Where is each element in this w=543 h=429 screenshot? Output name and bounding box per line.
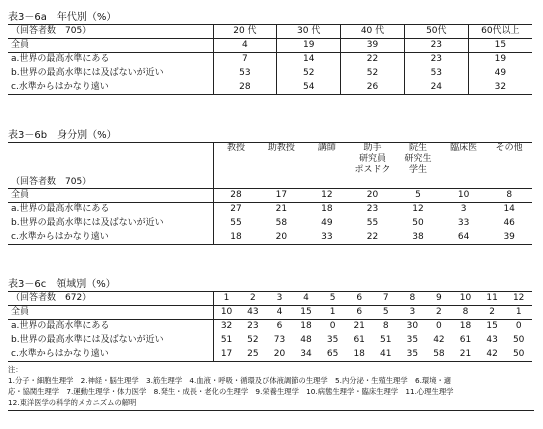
table-cell: 18 (459, 321, 472, 332)
notes-line: 応・協関生理学 7.運動生理学・体力医学 8.発生・成長・老化の生理学 9.栄養生理学 10.病態生理学・臨床生理学 11.心理生理学 (8, 387, 454, 396)
row-label: a.世界の最高水準にある (8, 53, 213, 67)
table-cell: 14 (503, 204, 515, 215)
table-cell: 55 (366, 218, 379, 228)
table-cell: 26 (341, 81, 405, 95)
table-cell: 23 (404, 39, 468, 53)
table-cell: 43 (486, 335, 498, 345)
notes-line: 1.分子・細胞生理学 2.神経・脳生理学 3.筋生理学 4.血液・呼吸・循環及び体液調節の生理学 5.内分泌・生殖生理学 6.環境・適 (8, 376, 452, 385)
table-cell: 53 (404, 67, 468, 81)
column-header: 30 代 (277, 25, 341, 39)
table-cell: 3 (460, 204, 467, 215)
table-cell: 10 (213, 306, 240, 320)
table-row (8, 348, 532, 362)
column-header: 教授 (213, 143, 259, 189)
column-header: 40 代 (341, 25, 405, 39)
table-cell: 18 (321, 204, 333, 215)
table-cell: 0 (329, 321, 336, 332)
table-cell: 30 (406, 321, 419, 332)
column-header: 12 (505, 292, 532, 306)
table-cell: 4 (213, 39, 277, 53)
row-label: a.世界の最高水準にある (8, 320, 213, 334)
table-row (8, 231, 532, 245)
table-cell: 34 (293, 348, 320, 362)
table-cell: 18 (346, 348, 373, 362)
respondents-label: （回答者数 672） (8, 292, 213, 306)
row-label: c.水準からはかなり遠い (8, 231, 213, 245)
table-c-notes (8, 364, 534, 411)
table-cell: 50 (505, 348, 532, 362)
row-label: b.世界の最高水準には及ばないが近い (8, 67, 213, 81)
table-position (8, 142, 532, 245)
row-label: 全員 (8, 189, 213, 203)
table-cell: 5 (372, 306, 399, 320)
table-cell: 50 (412, 218, 424, 228)
table-cell: 25 (240, 348, 267, 362)
table-cell: 43 (240, 306, 267, 320)
table-cell: 73 (273, 335, 286, 345)
table-cell: 32 (468, 81, 532, 95)
row-label: c.水準からはかなり遠い (8, 348, 213, 362)
table-cell: 51 (380, 335, 392, 345)
table-cell: 61 (353, 335, 365, 345)
table-cell: 8 (452, 306, 479, 320)
table-cell: 23 (404, 53, 468, 67)
table-cell: 42 (479, 348, 506, 362)
table-cell: 18 (300, 321, 312, 332)
table-cell: 54 (277, 81, 341, 95)
row-label: b.世界の最高水準には及ばないが近い (8, 334, 213, 348)
table-cell: 0 (515, 321, 522, 332)
table-cell: 2 (426, 306, 453, 320)
respondents-label: （回答者数 705） (8, 143, 213, 189)
table-cell: 6 (346, 306, 373, 320)
table-cell: 39 (341, 39, 405, 53)
column-header: 講師 (304, 143, 350, 189)
table-cell: 10 (441, 189, 487, 203)
table-cell: 17 (259, 189, 305, 203)
table-header-row (8, 292, 532, 306)
notes-line: 12.東洋医学の科学的メカニズムの解明 (8, 398, 137, 407)
column-header: 11 (479, 292, 506, 306)
table-cell: 52 (277, 67, 341, 81)
table-cell: 22 (341, 53, 405, 67)
table-cell: 15 (293, 306, 320, 320)
table-cell: 32 (220, 321, 233, 332)
table-cell: 61 (459, 335, 472, 345)
column-header: 助手 研究員 ポスドク (350, 143, 396, 189)
table-cell: 1 (319, 306, 346, 320)
column-header: 2 (240, 292, 267, 306)
table-cell: 65 (319, 348, 346, 362)
table-row (8, 320, 532, 334)
table-cell: 1 (505, 306, 532, 320)
table-cell: 35 (399, 348, 426, 362)
column-header: 20 代 (213, 25, 277, 39)
table-cell: 23 (247, 321, 259, 332)
table-cell: 53 (213, 67, 277, 81)
table-cell: 20 (350, 189, 396, 203)
table-cell: 22 (350, 231, 396, 245)
table-cell: 19 (277, 39, 341, 53)
table-cell: 46 (503, 218, 515, 228)
table-row (8, 67, 532, 81)
column-header: 3 (266, 292, 293, 306)
table-c-title: 表3－6c 領域別（%） (8, 279, 116, 290)
table-cell: 8 (486, 189, 532, 203)
table-cell: 55 (230, 218, 242, 228)
table-cell: 28 (213, 189, 259, 203)
table-cell: 2 (479, 306, 506, 320)
table-cell: 21 (452, 348, 479, 362)
table-cell: 49 (494, 68, 507, 78)
column-header: 50代 (404, 25, 468, 39)
table-row (8, 334, 532, 348)
table-cell: 20 (259, 231, 305, 245)
table-cell: 3 (399, 306, 426, 320)
table-cell: 33 (304, 231, 350, 245)
table-cell: 15 (468, 39, 532, 53)
column-header: 6 (346, 292, 373, 306)
table-cell: 18 (213, 231, 259, 245)
table-cell: 21 (275, 204, 288, 215)
row-label: b.世界の最高水準には及ばないが近い (8, 217, 213, 231)
table-row (8, 189, 532, 203)
table-cell: 0 (436, 321, 442, 332)
column-header: 臨床医 (441, 143, 487, 189)
table-cell: 7 (213, 53, 277, 67)
column-header: 10 (452, 292, 479, 306)
table-cell: 41 (372, 348, 399, 362)
table-cell: 58 (275, 218, 288, 228)
table-cell: 38 (395, 231, 441, 245)
column-header: 60代以上 (468, 25, 532, 39)
row-label: a.世界の最高水準にある (8, 203, 213, 217)
row-label: c.水準からはかなり遠い (8, 81, 213, 95)
table-cell: 24 (404, 81, 468, 95)
table-cell: 5 (395, 189, 441, 203)
table-row (8, 53, 532, 67)
table-cell: 8 (382, 321, 389, 332)
table-cell: 51 (220, 335, 233, 345)
column-header: 7 (372, 292, 399, 306)
table-header-row (8, 25, 532, 39)
table-row (8, 203, 532, 217)
table-b-title: 表3－6b 身分別（%） (8, 130, 117, 141)
table-cell: 52 (247, 335, 259, 345)
column-header: 8 (399, 292, 426, 306)
table-header-row (8, 143, 532, 189)
table-cell: 58 (426, 348, 453, 362)
table-cell: 20 (266, 348, 293, 362)
table-cell: 33 (457, 218, 470, 228)
column-header: 9 (426, 292, 453, 306)
table-cell: 15 (486, 321, 498, 332)
table-row (8, 81, 532, 95)
table-cell: 21 (353, 321, 365, 332)
table-a-title: 表3－6a 年代別（%） (8, 12, 117, 23)
row-label: 全員 (8, 39, 213, 53)
column-header: 5 (319, 292, 346, 306)
table-cell: 49 (321, 218, 333, 228)
table-cell: 14 (277, 53, 341, 67)
column-header: 院生 研究生 学生 (395, 143, 441, 189)
table-cell: 27 (230, 204, 242, 215)
table-cell: 42 (433, 335, 445, 345)
table-row (8, 39, 532, 53)
respondents-label: （回答者数 705） (8, 25, 213, 39)
table-field (8, 291, 532, 362)
column-header: 4 (293, 292, 320, 306)
table-cell: 64 (441, 231, 487, 245)
table-cell: 23 (366, 204, 379, 215)
row-label: 全員 (8, 306, 213, 320)
table-cell: 48 (300, 335, 312, 345)
notes-label: 注： (8, 365, 23, 374)
table-cell: 6 (276, 321, 283, 332)
table-cell: 4 (266, 306, 293, 320)
column-header: 助教授 (259, 143, 305, 189)
table-cell: 35 (406, 335, 419, 345)
table-cell: 12 (412, 204, 424, 215)
table-cell: 19 (494, 54, 507, 65)
table-cell: 12 (304, 189, 350, 203)
column-header: 1 (213, 292, 240, 306)
table-age (8, 24, 532, 95)
column-header: その他 (486, 143, 532, 189)
table-cell: 39 (486, 231, 532, 245)
table-cell: 17 (213, 348, 240, 362)
table-cell: 52 (341, 67, 405, 81)
table-cell: 50 (512, 335, 525, 345)
table-row (8, 306, 532, 320)
table-row (8, 217, 532, 231)
table-cell: 35 (326, 335, 339, 345)
table-cell: 28 (213, 81, 277, 95)
